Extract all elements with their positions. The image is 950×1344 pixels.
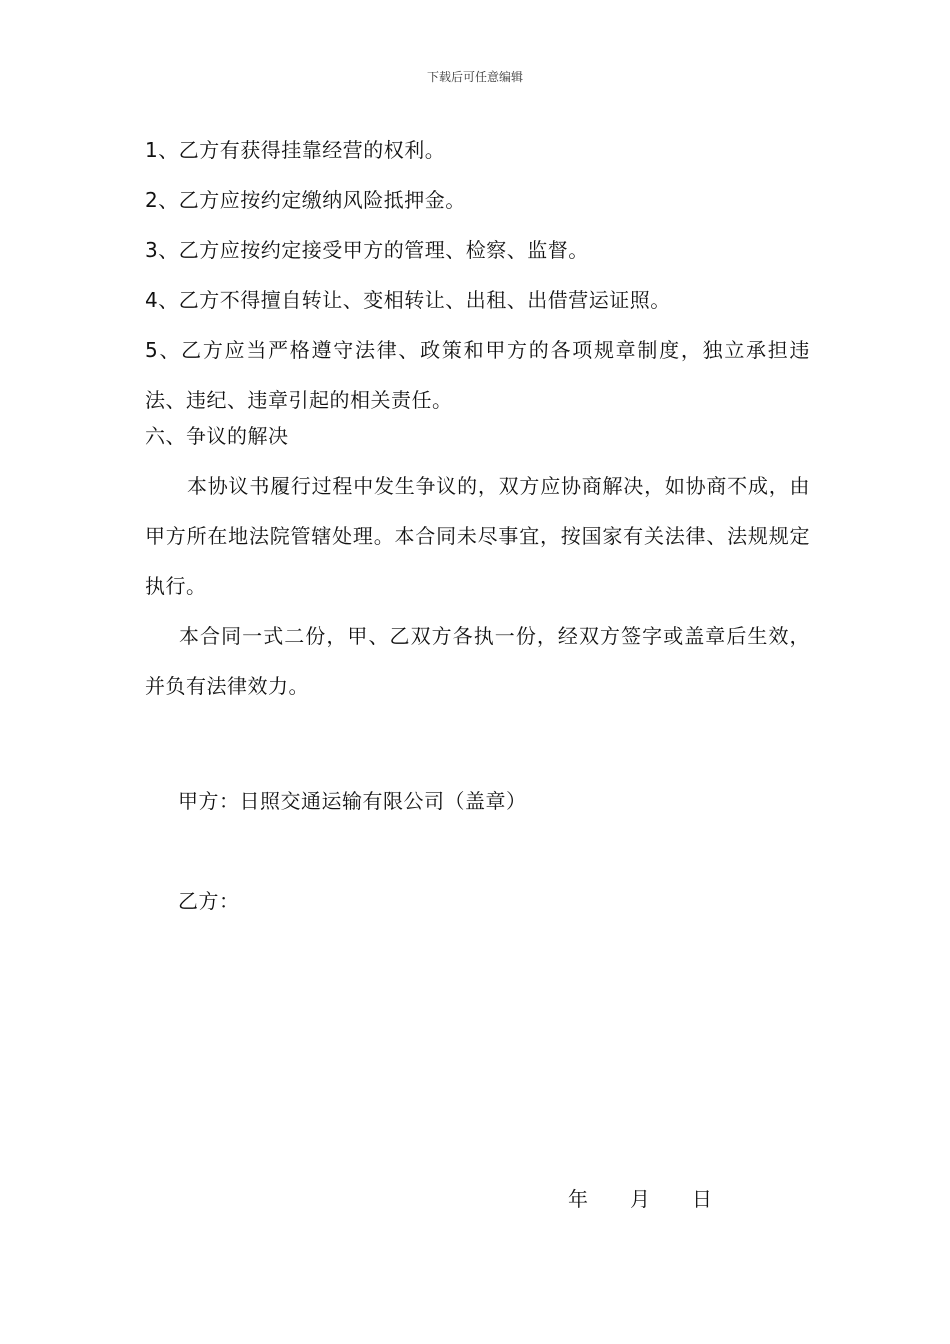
document-body (145, 132, 810, 711)
date-year-label: 年 (568, 1187, 588, 1211)
dispute-paragraph: 本协议书履行过程中发生争议的，双方应协商解决，如协商不成，由甲方所在地法院管辖处理。本合同未尽事宜，按国家有关法律、法规规定执行。 (145, 474, 810, 598)
clause-2: 2、乙方应按约定缴纳风险抵押金。 (145, 188, 466, 212)
party-a-signature: 甲方：日照交通运输有限公司（盖章） (178, 789, 527, 813)
clause-4: 4、乙方不得擅自转让、变相转让、出租、出借营运证照。 (145, 288, 671, 312)
closing-paragraph: 本合同一式二份，甲、乙双方各执一份，经双方签字或盖章后生效，并负有法律效力。 (145, 624, 810, 698)
party-b-signature: 乙方： (178, 889, 240, 913)
section-heading: 六、争议的解决 (145, 424, 289, 448)
date-month-label: 月 (630, 1187, 650, 1211)
signing-date (568, 1183, 712, 1212)
date-day-label: 日 (692, 1187, 712, 1211)
clause-3: 3、乙方应按约定接受甲方的管理、检察、监督。 (145, 238, 589, 262)
header-note: 下载后可任意编辑 (426, 70, 523, 84)
clause-5: 5、乙方应当严格遵守法律、政策和甲方的各项规章制度，独立承担违法、违纪、违章引起的相关责任。 (145, 338, 810, 412)
clause-1: 1、乙方有获得挂靠经营的权利。 (145, 138, 446, 162)
